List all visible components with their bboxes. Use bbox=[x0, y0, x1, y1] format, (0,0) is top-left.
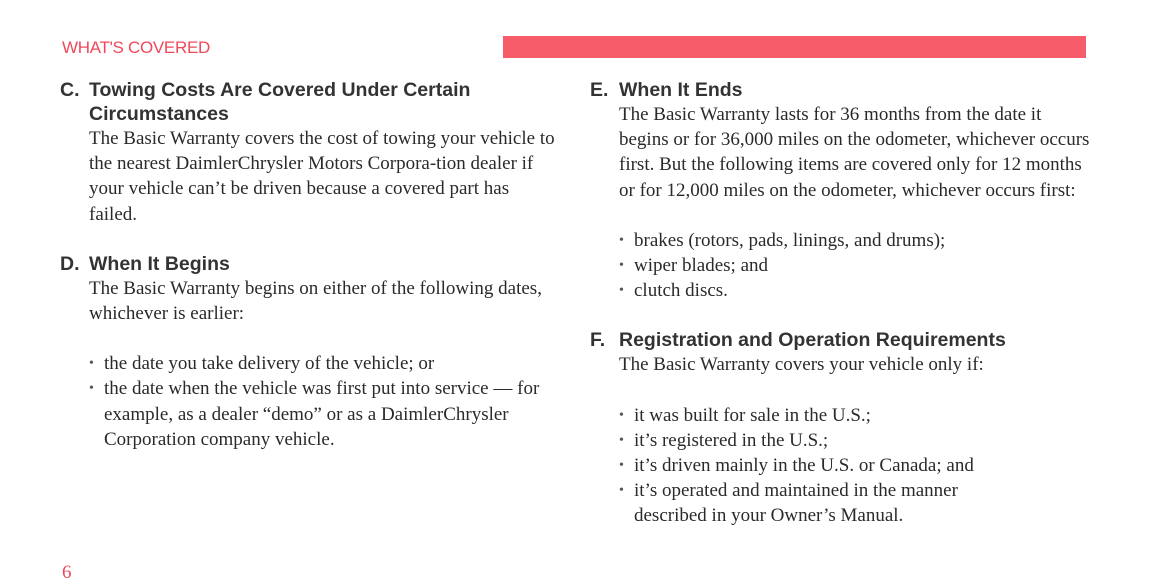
section-e-body-text: The Basic Warranty lasts for 36 months from the date it begins or for 36,000 miles on the odometer, whichever occurs first. But the following items are covered only for 12 months or for 12,000 miles on the odometer, whichever occurs first: bbox=[619, 104, 1090, 201]
section-f-bullets bbox=[619, 403, 1019, 529]
section-e-letter: E. bbox=[590, 79, 609, 101]
bullet-icon: • bbox=[89, 356, 94, 372]
section-f-body bbox=[619, 352, 1110, 377]
bullet-icon: • bbox=[89, 381, 94, 397]
section-f-heading bbox=[590, 328, 1110, 352]
right-column bbox=[590, 78, 1110, 529]
section-d-letter: D. bbox=[60, 252, 80, 275]
list-item bbox=[619, 478, 1019, 528]
left-column bbox=[60, 78, 560, 452]
list-item bbox=[619, 403, 1019, 428]
section-header-label: WHAT'S COVERED bbox=[62, 38, 210, 57]
section-f-title: Registration and Operation Requirements bbox=[619, 329, 1006, 352]
section-c-title: Towing Costs Are Covered Under Certain Circumstances bbox=[89, 79, 471, 125]
list-item bbox=[89, 376, 544, 452]
page-number: 6 bbox=[62, 562, 72, 583]
header-accent-bar bbox=[503, 36, 1086, 58]
list-item bbox=[619, 228, 1110, 253]
section-e-body bbox=[619, 102, 1094, 203]
section-e-heading bbox=[590, 78, 1110, 102]
section-e-bullets bbox=[619, 228, 1110, 304]
section-c bbox=[60, 78, 560, 227]
section-d bbox=[60, 252, 560, 452]
section-f-body-text: The Basic Warranty covers your vehicle only if: bbox=[619, 354, 984, 376]
list-item-text: brakes (rotors, pads, linings, and drums); bbox=[634, 229, 946, 251]
list-item-text: the date you take delivery of the vehicle; or bbox=[104, 353, 435, 375]
section-f bbox=[590, 328, 1110, 528]
bullet-icon: • bbox=[619, 483, 624, 499]
section-e-title: When It Ends bbox=[619, 79, 743, 101]
list-item-text: it was built for sale in the U.S.; bbox=[634, 404, 871, 426]
bullet-icon: • bbox=[619, 432, 624, 448]
section-c-body bbox=[89, 126, 560, 227]
list-item-text: it’s driven mainly in the U.S. or Canada; and bbox=[634, 455, 974, 477]
bullet-icon: • bbox=[619, 258, 624, 274]
section-d-body-text: The Basic Warranty begins on either of the following dates, whichever is earlier: bbox=[89, 277, 542, 325]
list-item-text: the date when the vehicle was first put into service — for example, as a dealer “demo” or as a DaimlerChrysler Corporation company vehicle. bbox=[104, 378, 540, 450]
list-item-text: it’s operated and maintained in the manner described in your Owner’s Manual. bbox=[634, 480, 958, 527]
list-item-text: clutch discs. bbox=[634, 280, 728, 302]
section-d-bullets bbox=[89, 351, 544, 452]
bullet-icon: • bbox=[619, 407, 624, 423]
section-c-letter: C. bbox=[60, 79, 80, 101]
section-c-body-text: The Basic Warranty covers the cost of towing your vehicle to the nearest DaimlerChrysler Motors Corpora-tion dealer if your vehicle can’t be driven because a covered part has failed. bbox=[89, 128, 555, 225]
bullet-icon: • bbox=[619, 232, 624, 248]
list-item-text: wiper blades; and bbox=[634, 255, 769, 277]
section-c-heading bbox=[60, 78, 560, 126]
list-item bbox=[619, 453, 1019, 478]
section-e bbox=[590, 78, 1110, 303]
section-d-title: When It Begins bbox=[89, 252, 230, 275]
bullet-icon: • bbox=[619, 283, 624, 299]
section-f-letter: F. bbox=[590, 329, 606, 352]
bullet-icon: • bbox=[619, 458, 624, 474]
list-item bbox=[619, 428, 1019, 453]
list-item bbox=[89, 351, 544, 376]
list-item-text: it’s registered in the U.S.; bbox=[634, 429, 829, 451]
section-d-body bbox=[89, 276, 544, 326]
section-d-heading bbox=[60, 252, 560, 276]
list-item bbox=[619, 278, 1110, 303]
list-item bbox=[619, 253, 1110, 278]
